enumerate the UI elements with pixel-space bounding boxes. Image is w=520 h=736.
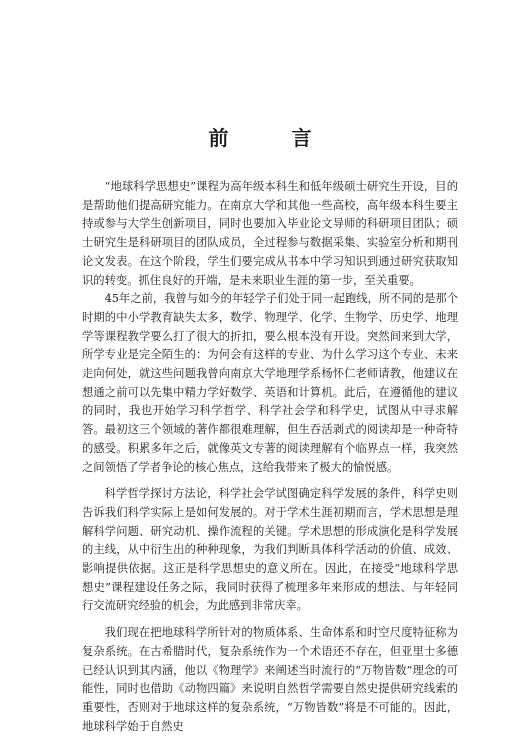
preface-body	[82, 178, 458, 736]
paragraph-2: 45年之前，我曾与如今的年轻学子们处于同一起跑线，所不同的是那个时期的中小学教育缺失太多，数学、物理学、化学、生物学、历史学、地理学等课程教学要么打了很大的折扣，要么根本没有开设。突然间来到大学，所学专业是完全陌生的：为何会有这样的专业、为什么学习这个专业、未来走向何处，就这些问题我曾向南京大学地理学系杨怀仁老师请教，他建议在想通之前可以先集中精力学好数学、英语和计算机。此后，在遵循他的建议的同时，我也开始学习科学哲学、科学社会学和科学史，试图从中寻求解答。最初这三个领域的著作都很难理解，但生吞活剥式的阅读却是一种奇特的感受。积累多年之后，就像英文专著的阅读理解有个临界点一样，我突然之间领悟了学者争论的核心焦点，这给我带来了极大的愉悦感。	[82, 292, 458, 474]
paragraph-4: 我们现在把地球科学所针对的物质体系、生命体系和时空尺度特征称为复杂系统。在古希腊时代，复杂系统作为一个术语还不存在，但亚里士多德已经认识到其内涵，他以《物理学》来阐述当时流行的“万物皆数”理念的可能性，同时也借助《动物四篇》来说明自然哲学需要自然史提供研究线索的重要性，否则对于地球这样的复杂系统，“万物皆数”将是不可能的。因此，地球科学始于自然史	[82, 626, 458, 733]
paragraph-1: “地球科学思想史”课程为高年级本科生和低年级硕士研究生开设，目的是帮助他们提高研究能力。在南京大学和其他一些高校，高年级本科生要主持或参与大学生创新项目，同时也要加入毕业论文导师的科研项目团队；硕士研究生是科研项目的团队成员，全过程参与数据采集、实验室分析和期刊论文发表。在这个阶段，学生们要完成从书本中学习知识到通过研究获取知识的转变。抓住良好的开端，是未来职业生涯的第一步，至关重要。	[82, 180, 458, 287]
page-title: 前 言	[208, 126, 340, 150]
paragraph-3: 科学哲学探讨方法论，科学社会学试图确定科学发展的条件，科学史则告诉我们科学实际上是如何发展的。对于学术生涯初期而言，学术思想是理解科学问题、研究动机、操作流程的关键。学术思想的形成演化是科学发展的主线，从中衍生出的种种现象，为我们判断具体科学活动的价值、成效、影响提供依据。这正是科学思想史的意义所在。因此，在接受“地球科学思想史”课程建设任务之际，我同时获得了梳理多年来形成的想法、与年轻同行交流研究经验的机会，为此感到非常庆幸。	[82, 487, 458, 613]
